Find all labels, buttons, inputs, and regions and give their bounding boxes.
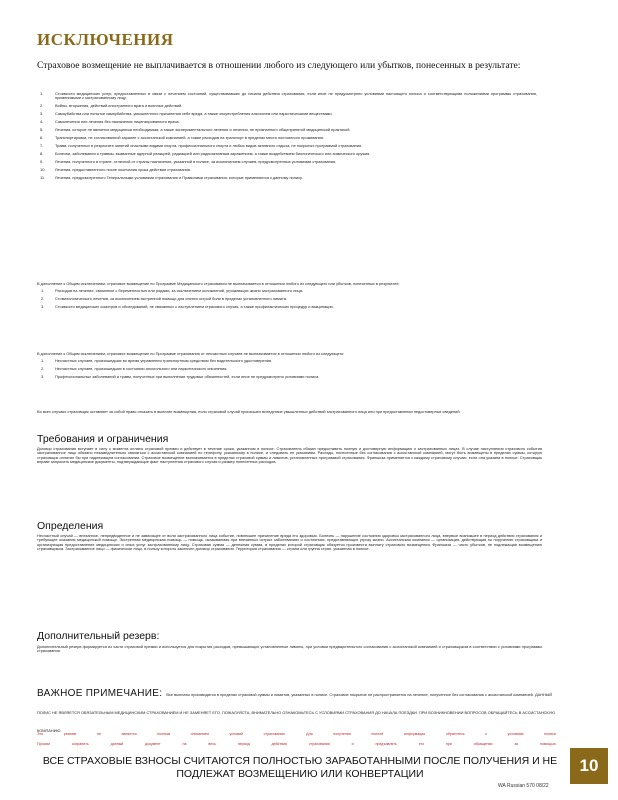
list-item-number: 1. xyxy=(41,358,45,364)
page-title: ИСКЛЮЧЕНИЯ xyxy=(37,30,174,49)
list-item-number: 9. xyxy=(40,159,44,165)
red-notice-word: обратитесь xyxy=(445,732,465,736)
red-notice-word: к xyxy=(485,732,487,736)
list-item xyxy=(37,305,542,309)
requirements-text: Договор страхования вступает в силу с момента оплаты страховой премии и действует в течение срока, указанном в полисе. Страхователь обязан предоставить полную и достоверную информацию о застрахованных лицах. В случае наступления страхового события застрахованное лицо обязано незамедлительно связаться с ассистанской компанией по телефону, указанному в полисе, и следовать ее указаниям. Расходы, понесенные без согласования с ассистанской компанией, могут быть возмещены в пределах суммы, которую страховщик оплатил бы при надлежащем согласовании. Страховое возмещение выплачивается в пределах страховой суммы и лимитов, установленных программой страхования. Франшиза применяется к каждому страховому случаю, если она указана в полисе. Страховщик вправе запросить медицинские документы, подтверждающие факт наступления страхового случая и размер понесенных расходов. xyxy=(37,446,542,465)
red-notice-word: за xyxy=(514,742,519,746)
red-notice-word: получения xyxy=(333,732,351,736)
list-item xyxy=(37,289,542,293)
list-item xyxy=(37,112,537,116)
red-notice-word: действия xyxy=(271,742,287,746)
list-item xyxy=(37,92,537,101)
list-item-number: 4. xyxy=(40,119,44,125)
list-item-number: 3. xyxy=(41,304,45,309)
list-item-number: 11. xyxy=(40,175,46,181)
list-item-text: Лечения, полученного в стране, отличной от страны назначения, указанной в полисе, за исключением случаев, предусмотренных условиями страхования. xyxy=(55,159,337,165)
medical-exclusions-block xyxy=(37,282,542,313)
medical-exclusions-note: В дополнение к Общим исключениям, страховое возмещение по Программе Медицинского страхования не выплачивается в отношении любого из следующего или убытков, понесенных в результате: xyxy=(37,281,400,286)
list-item xyxy=(37,120,537,124)
list-item-number: 5. xyxy=(40,127,44,133)
general-note: Во всех случаях страховщик оставляет за собой право отказать в выплате возмещения, если страховой случай произошел вследствие умышленных действий застрахованного лица или при предоставлении недостоверных сведений. xyxy=(37,409,461,414)
form-code: WA Russian 570 08/22 xyxy=(498,783,549,789)
red-notice-word: страхования xyxy=(308,742,330,746)
red-notice-word: на xyxy=(182,742,187,746)
accident-exclusions-list xyxy=(37,359,542,379)
page-number-badge: 10 xyxy=(570,748,608,784)
red-notice-word: и xyxy=(351,742,354,746)
red-notice-word: Просим xyxy=(37,742,50,746)
red-notice-word: информации xyxy=(403,732,426,736)
accident-exclusions-block xyxy=(37,352,542,383)
red-notice-word: условиям xyxy=(507,732,524,736)
list-item-number: 7. xyxy=(40,143,44,149)
red-notice-word: обращении xyxy=(473,742,493,746)
list-item xyxy=(37,168,537,172)
list-item-text: Болезни, заболевания и травмы, вызванные ядерной реакцией, радиацией или радиоактивным заражением, а также воздействием биологического или химического оружия. xyxy=(55,151,371,157)
red-notice-word: полным xyxy=(157,732,171,736)
list-item-number: 2. xyxy=(41,366,45,372)
list-item xyxy=(37,176,537,180)
list-item-number: 10. xyxy=(40,167,46,173)
list-item-text: Самоубийства или попытки самоубийства, умышленного причинения себе вреда, а также злоупотребления алкоголем или наркотическими веществами. xyxy=(55,111,333,117)
red-notice-word: резюме xyxy=(63,732,77,736)
list-item-text: Лечения, предоставленного после окончания срока действия страхования. xyxy=(55,167,191,173)
list-item-number: 1. xyxy=(41,288,45,294)
red-notice-word: Это xyxy=(37,732,44,736)
reserve-heading: Дополнительный резерв: xyxy=(37,630,160,642)
red-notice-line-1 xyxy=(37,732,557,736)
definitions-heading: Определения xyxy=(37,520,104,532)
red-notice-word: помощью. xyxy=(539,742,557,746)
red-notice-word: условий xyxy=(229,732,244,736)
red-notice-line-2 xyxy=(37,742,557,746)
red-notice-word: весь xyxy=(208,742,216,746)
list-item-number: 2. xyxy=(41,296,45,302)
important-note xyxy=(37,683,557,737)
list-item xyxy=(37,104,537,108)
list-item-text: Несчастных случаев, произошедших во время управления транспортным средством без водительского удостоверения. xyxy=(55,358,273,364)
red-notice-word: Для xyxy=(306,732,313,736)
list-item xyxy=(37,152,537,156)
list-item xyxy=(37,128,537,132)
list-item-text: Несчастных случаев, произошедших в состоянии алкогольного или наркотического опьянения. xyxy=(55,366,228,372)
red-notice-word: при xyxy=(445,742,452,746)
red-notice-word: страхования. xyxy=(263,732,286,736)
definitions-text: Несчастный случай — внезапное, непредвиденное и не зависящее от воли застрахованного лица событие, повлекшее причинение вреда его здоровью. Болезнь — нарушение состояния здоровья застрахованного лица, впервые возникшее в период действия страхования и требующее оказания медицинской помощи. Экстренная медицинская помощь — помощь, оказываемая при внезапных острых заболеваниях и состояниях, представляющих угрозу жизни. Ассистанская компания — организация, действующая по поручению страховщика и организующая предоставление медицинских и иных услуг застрахованному лицу. Страховая сумма — денежная сумма, в пределах которой страховщик обязуется произвести выплату страхового возмещения. Франшиза — часть убытков, не подлежащая возмещению страховщиком. Застрахованное лицо — физическое лицо, в пользу которого заключен договор страхования. Территория страхования — страна или группа стран, указанная в полисе. xyxy=(37,533,542,552)
accident-exclusions-note: В дополнение к Общим исключениям, страховое возмещение по Программе страхования от несчастных случаев не выплачивается в отношении любого из следующего: xyxy=(37,351,345,356)
red-notice-word: описанием xyxy=(190,732,209,736)
footer-notice: ВСЕ СТРАХОВЫЕ ВЗНОСЫ СЧИТАЮТСЯ ПОЛНОСТЬЮ ЗАРАБОТАННЫМИ ПОСЛЕ ПОЛУЧЕНИЯ И НЕ ПОДЛЕЖАТ ВОЗМЕЩЕНИЮ ИЛИ КОНВЕРТАЦИИ xyxy=(42,755,558,780)
list-item xyxy=(37,160,537,164)
red-notice-word: предъявлять xyxy=(375,742,397,746)
list-item-number: 1. xyxy=(40,91,44,96)
list-item-text: Стоимости медицинских услуг, предоставленных в связи с лечением состояний, существовавших до начала действия страхования, если иное не предусмотрено условиями настоящего полиса и соответствующими положениями программы страхования, применимыми к застрахованному лицу. xyxy=(55,91,537,101)
red-notice-word: полной xyxy=(371,732,384,736)
list-item-text: Стоматологического лечения, за исключением экстренной помощи для снятия острой боли в пределах установленного лимита. xyxy=(55,296,287,302)
list-item-text: Транспортировки, не согласованной заранее с ассистанской компанией, а также расходов на транспорт в пределах места постоянного проживания. xyxy=(55,135,325,141)
list-item xyxy=(37,144,537,148)
list-item-number: 6. xyxy=(40,135,44,141)
list-item xyxy=(37,297,542,301)
intro-text: Страховое возмещение не выплачивается в отношении любого из следующего или убытков, понесенных в результате: xyxy=(37,60,521,71)
list-item-text: Травм, полученных в результате занятий опасными видами спорта, профессионального спорта и любых видов активного отдыха, не покрытых программой страхования. xyxy=(55,143,363,149)
list-item-text: Расходов на лечение, связанное с беременностью или родами, за исключением осложнений, угрожающих жизни застрахованного лица. xyxy=(55,288,303,294)
important-note-text: Все выплаты производятся в пределах страховой суммы и лимитов, указанных в полисе. Страховое покрытие не распространяется на лечение, полученное без согласования с ассистанской компанией. ДАННЫЙ ПОЛИС НЕ ЯВЛЯЕТСЯ ОБЯЗАТЕЛЬНЫМ МЕДИЦИНСКИМ СТРАХОВАНИЕМ И НЕ ЗАМЕНЯЕТ ЕГО. ПОЖАЛУЙСТА, ВНИМАТЕЛЬНО ОЗНАКОМЬТЕСЬ С УСЛОВИЯМИ СТРАХОВАНИЯ ДО НАЧАЛА ПОЕЗДКИ. ПРИ ВОЗНИКНОВЕНИИ ВОПРОСОВ ОБРАЩАЙТЕСЬ В АССИСТАНСКУЮ КОМПАНИЮ. xyxy=(37,692,556,733)
exclusions-list xyxy=(37,92,537,184)
red-notice-word: данный xyxy=(110,742,124,746)
requirements-heading: Требования и ограничения xyxy=(37,433,169,445)
reserve-text: Дополнительный резерв формируется из части страховой премии и используется для покрытия расходов, превышающих установленные лимиты, при условии предварительного согласования с ассистанской компанией и страховщиком в соответствии с условиями программы страхования. xyxy=(37,644,542,654)
list-item-text: Профессиональных заболеваний и травм, полученных при выполнении трудовых обязанностей, если иное не предусмотрено условиями полиса. xyxy=(55,374,320,379)
red-notice-word: документ xyxy=(145,742,161,746)
list-item xyxy=(37,136,537,140)
list-item-number: 8. xyxy=(40,151,44,157)
list-item-text: Стоимости медицинских осмотров и обследований, не связанных с наступлением страхового случая, а также профилактических процедур и вакцинации. xyxy=(55,304,334,309)
list-item-text: Войны, вторжения, действий иностранного врага и военных действий. xyxy=(55,103,183,109)
red-notice-word: полиса. xyxy=(544,732,557,736)
red-notice-word: период xyxy=(237,742,250,746)
red-notice-word: его xyxy=(418,742,424,746)
list-item xyxy=(37,359,542,363)
list-item-text: Самолечения или лечения без назначения лицензированного врача. xyxy=(55,119,180,125)
list-item xyxy=(37,367,542,371)
red-notice-word: не xyxy=(96,732,101,736)
list-item xyxy=(37,375,542,379)
list-item-text: Лечения, которое не является медицински необходимым, а также экспериментального лечения и лечения, не признанного общепринятой медицинской практикой. xyxy=(55,127,351,133)
list-item-text: Лечения, предусмотренного Генеральными условиями страхования и Правилами страхования, которые применяются к данному полису. xyxy=(55,175,303,181)
list-item-number: 2. xyxy=(40,103,44,109)
red-notice-word: является xyxy=(121,732,137,736)
medical-exclusions-list xyxy=(37,289,542,309)
list-item-number: 3. xyxy=(41,374,45,379)
important-note-label: ВАЖНОЕ ПРИМЕЧАНИЕ: xyxy=(37,688,163,699)
list-item-number: 3. xyxy=(40,111,44,117)
red-notice-word: сохранить xyxy=(71,742,89,746)
